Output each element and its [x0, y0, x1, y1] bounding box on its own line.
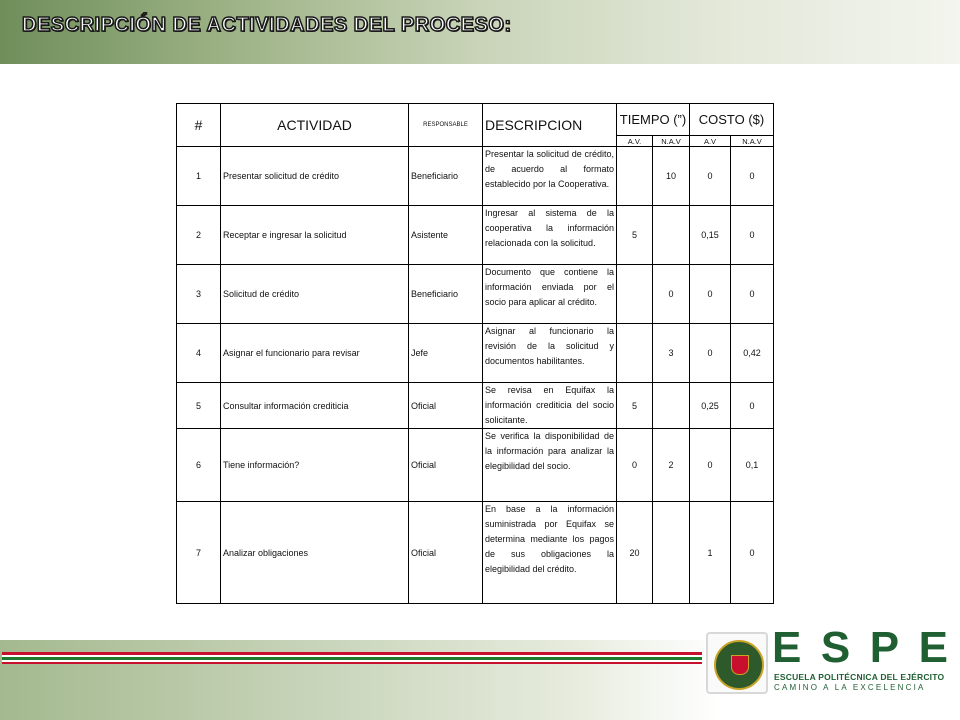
cell-tiempo-nav: 0 [653, 265, 690, 324]
cell-costo-nav: 0 [731, 147, 774, 206]
cell-responsable: Oficial [409, 383, 483, 429]
cell-costo-av: 0 [690, 324, 731, 383]
header-tiempo: TIEMPO (”) [617, 104, 690, 136]
logo-slogan: CAMINO A LA EXCELENCIA [774, 683, 926, 692]
cell-responsable: Oficial [409, 429, 483, 502]
stripe-red [2, 662, 702, 664]
cell-responsable: Oficial [409, 502, 483, 604]
logo-letter: E [918, 623, 948, 672]
cell-tiempo-nav [653, 383, 690, 429]
cell-costo-av: 0 [690, 429, 731, 502]
table-header-row [177, 104, 774, 136]
logo-wordmark [772, 623, 948, 672]
logo-letter: S [820, 623, 851, 672]
table-row [177, 324, 774, 383]
cell-actividad: Analizar obligaciones [221, 502, 409, 604]
subheader-tiempo-av: A.V. [617, 136, 653, 147]
cell-costo-av: 0 [690, 265, 731, 324]
cell-actividad: Tiene información? [221, 429, 409, 502]
logo-institution-name: ESCUELA POLITÉCNICA DEL EJÉRCITO [774, 672, 945, 682]
header-actividad: ACTIVIDAD [221, 104, 409, 147]
slide-title: DESCRIPCIÓN DE ACTIVIDADES DEL PROCESO: [22, 14, 512, 36]
cell-tiempo-av: 20 [617, 502, 653, 604]
espe-logo [706, 623, 948, 692]
cell-tiempo-av: 5 [617, 383, 653, 429]
table-row [177, 265, 774, 324]
cell-num: 7 [177, 502, 221, 604]
table-row [177, 206, 774, 265]
cell-tiempo-av [617, 265, 653, 324]
cell-tiempo-av: 5 [617, 206, 653, 265]
cell-tiempo-nav: 10 [653, 147, 690, 206]
cell-actividad: Presentar solicitud de crédito [221, 147, 409, 206]
cell-num: 5 [177, 383, 221, 429]
subheader-tiempo-nav: N.A.V [653, 136, 690, 147]
cell-num: 3 [177, 265, 221, 324]
cell-descripcion: Se verifica la disponibilidad de la información para analizar la elegibilidad del socio. [483, 429, 617, 502]
header-costo: COSTO ($) [690, 104, 774, 136]
cell-costo-av: 0,25 [690, 383, 731, 429]
cell-responsable: Jefe [409, 324, 483, 383]
seal-emblem [714, 640, 764, 690]
logo-letter: E [772, 623, 802, 672]
cell-costo-nav: 0,42 [731, 324, 774, 383]
cell-actividad: Asignar el funcionario para revisar [221, 324, 409, 383]
cell-descripcion: Asignar al funcionario la revisión de la solicitud y documentos habilitantes. [483, 324, 617, 383]
cell-tiempo-nav [653, 502, 690, 604]
cell-costo-nav: 0 [731, 383, 774, 429]
footer-stripes [2, 652, 702, 664]
cell-descripcion: En base a la información suministrada por Equifax se determina mediante los pagos de sus obligaciones la elegibilidad del crédito. [483, 502, 617, 604]
cell-costo-av: 1 [690, 502, 731, 604]
cell-tiempo-av [617, 147, 653, 206]
cell-tiempo-av [617, 324, 653, 383]
subheader-costo-av: A.V [690, 136, 731, 147]
cell-num: 4 [177, 324, 221, 383]
cell-costo-nav: 0 [731, 502, 774, 604]
table-row [177, 502, 774, 604]
activities-table [176, 103, 774, 604]
cell-tiempo-nav [653, 206, 690, 265]
shield-icon [731, 655, 749, 675]
cell-tiempo-nav: 2 [653, 429, 690, 502]
cell-descripcion: Se revisa en Equifax la información crediticia del socio solicitante. [483, 383, 617, 429]
cell-actividad: Solicitud de crédito [221, 265, 409, 324]
logo-letter: P [869, 623, 900, 672]
cell-num: 2 [177, 206, 221, 265]
cell-descripcion: Ingresar al sistema de la cooperativa la información relacionada con la solicitud. [483, 206, 617, 265]
cell-actividad: Receptar e ingresar la solicitud [221, 206, 409, 265]
cell-actividad: Consultar información crediticia [221, 383, 409, 429]
cell-descripcion: Documento que contiene la información enviada por el socio para aplicar al crédito. [483, 265, 617, 324]
cell-descripcion: Presentar la solicitud de crédito, de acuerdo al formato establecido por la Cooperativa. [483, 147, 617, 206]
cell-costo-av: 0,15 [690, 206, 731, 265]
table-row [177, 383, 774, 429]
cell-num: 1 [177, 147, 221, 206]
table-row [177, 147, 774, 206]
cell-responsable: Beneficiario [409, 265, 483, 324]
cell-responsable: Beneficiario [409, 147, 483, 206]
cell-costo-nav: 0 [731, 265, 774, 324]
subheader-costo-nav: N.A.V [731, 136, 774, 147]
header-descripcion: DESCRIPCION [483, 104, 617, 147]
cell-tiempo-nav: 3 [653, 324, 690, 383]
header-num: # [177, 104, 221, 147]
cell-costo-nav: 0,1 [731, 429, 774, 502]
cell-responsable: Asistente [409, 206, 483, 265]
cell-tiempo-av: 0 [617, 429, 653, 502]
table-row [177, 429, 774, 502]
cell-num: 6 [177, 429, 221, 502]
cell-costo-av: 0 [690, 147, 731, 206]
cell-costo-nav: 0 [731, 206, 774, 265]
espe-seal-icon [706, 632, 768, 694]
header-responsable: RESPONSABLE [409, 104, 483, 147]
